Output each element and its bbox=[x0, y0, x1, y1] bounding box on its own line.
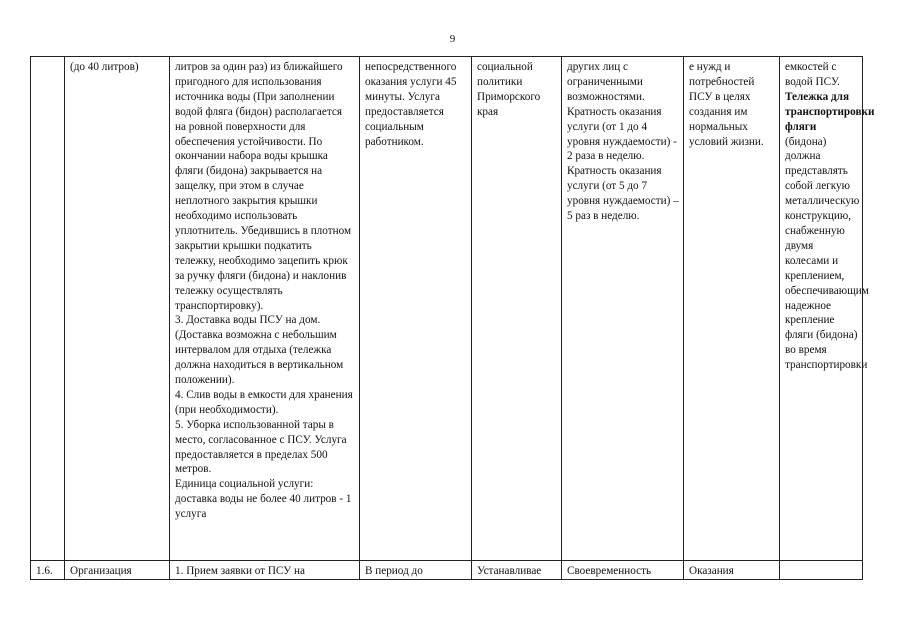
cell-conditions bbox=[780, 561, 863, 580]
cell-service-name: Организация bbox=[65, 561, 170, 580]
cell-indicators bbox=[562, 57, 684, 561]
description-paragraph: литров за один раз) из ближайшего пригодного для использования источника воды (При заполнении водой фляга (бидон) располагается на ровной поверхности для обеспечения устойчивости. По окончании набора воды крышка фляги (бидона) закрывается на защелку, при этом в случае неплотного закрытия крышки необходимо использовать уплотнитель. Убедившись в плотном закрытии крышки подкатить тележку, необходимо зацепить крюк за ручку фляги (бидона) и наклонив тележку осуществлять транспортировку). bbox=[175, 61, 352, 312]
cell-conditions bbox=[780, 57, 875, 561]
description-paragraph: 5. Уборка использованной тары в место, согласованное с ПСУ. Услуга предоставляется в пределах 500 метров. bbox=[175, 418, 347, 476]
description-paragraph: 3. Доставка воды ПСУ на дом. (Доставка возможна с небольшим интервалом для отдыха (тележка должна находиться в вертикальном положении). bbox=[175, 314, 344, 387]
services-table bbox=[30, 56, 875, 580]
description-paragraph: 4. Слив воды в емкости для хранения (при необходимости). bbox=[175, 388, 353, 416]
cell-number: 1.6. bbox=[31, 561, 65, 580]
cell-service-name: (до 40 литров) bbox=[65, 57, 170, 561]
cell-tariff: социальной политики Приморского края bbox=[472, 57, 562, 561]
cell-term: непосредственного оказания услуги 45 минуты. Услуга предоставляется социальным работником. bbox=[360, 57, 472, 561]
description-paragraph: Единица социальной услуги: доставка воды не более 40 литров - 1 услуга bbox=[175, 478, 352, 521]
cell-number bbox=[31, 57, 65, 561]
cell-evaluation: е нужд и потребностей ПСУ в целях создания им нормальных условий жизни. bbox=[684, 57, 780, 561]
conditions-text: емкостей с водой ПСУ. bbox=[785, 61, 840, 88]
indicators-paragraph: других лиц с ограниченными возможностями. Кратность оказания услуги (от 1 до 4 уровня нуждаемости) - 2 раза в неделю. bbox=[567, 61, 677, 163]
cell-description bbox=[170, 57, 360, 561]
cell-description: 1. Прием заявки от ПСУ на bbox=[170, 561, 360, 580]
indicators-paragraph: Кратность оказания услуги (от 5 до 7 уровня нуждаемости) – 5 раз в неделю. bbox=[567, 165, 679, 223]
conditions-text: (бидона) должна представлять собой легкую металлическую конструкцию, снабженную двумя колесами и креплением, обеспечивающим надежное крепление фляги (бидона) во время транспортировки bbox=[785, 135, 869, 372]
cell-indicators: Своевременность bbox=[562, 561, 684, 580]
cell-tariff: Устанавливае bbox=[472, 561, 562, 580]
table-row bbox=[31, 561, 863, 580]
table-row bbox=[31, 57, 863, 561]
page-number: 9 bbox=[449, 33, 456, 45]
conditions-bold-text: Тележка для транспортировки фляги bbox=[785, 90, 875, 133]
cell-evaluation: Оказания bbox=[684, 561, 780, 580]
cell-term: В период до bbox=[360, 561, 472, 580]
